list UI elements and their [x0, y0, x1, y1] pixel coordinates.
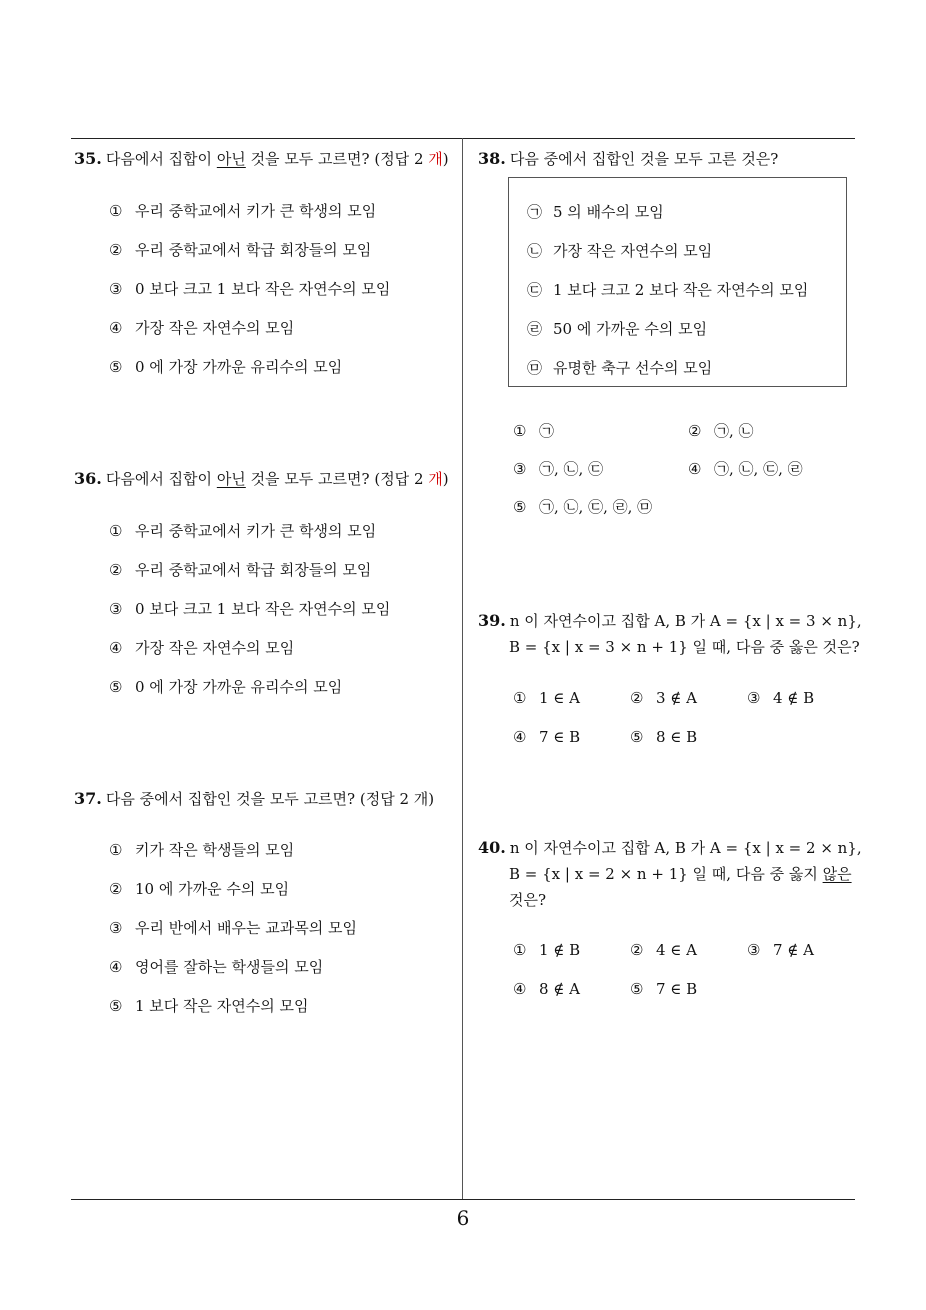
- option-1[interactable]: ① 우리 중학교에서 키가 큰 학생의 모임: [109, 522, 377, 540]
- top-rule: [71, 138, 855, 139]
- question-35-options: [109, 200, 390, 395]
- question-39-stem: 39. n 이 자연수이고 집합 A, B 가 A = {x | x = 3 × n},: [478, 611, 862, 630]
- option-3[interactable]: ③ 우리 반에서 배우는 교과목의 모임: [109, 919, 357, 937]
- option-4[interactable]: ④ 7 ∈ B: [513, 728, 581, 746]
- option-1[interactable]: ① 키가 작은 학생들의 모임: [109, 841, 295, 859]
- option-3[interactable]: ③ 0 보다 크고 1 보다 작은 자연수의 모임: [109, 280, 391, 298]
- question-39-stem-line2: B = {x | x = 3 × n + 1} 일 때, 다음 중 옳은 것은?: [509, 638, 860, 656]
- box-item: ㉣ 50 에 가까운 수의 모임: [527, 320, 708, 338]
- question-number: 35.: [74, 149, 102, 168]
- option-3[interactable]: ③ 4 ∉ B: [747, 689, 815, 707]
- option-3[interactable]: ③ 0 보다 크고 1 보다 작은 자연수의 모임: [109, 600, 391, 618]
- emphasis-underline: 않은: [822, 865, 852, 883]
- question-40-stem-line3: 것은?: [509, 891, 547, 909]
- question-number: 37.: [74, 789, 102, 808]
- question-38-item-box: [508, 177, 847, 387]
- question-38-stem: 38. 다음 중에서 집합인 것을 모두 고른 것은?: [478, 149, 779, 168]
- option-1[interactable]: ① 우리 중학교에서 키가 큰 학생의 모임: [109, 202, 377, 220]
- option-5[interactable]: ⑤ 0 에 가장 가까운 유리수의 모임: [109, 358, 343, 376]
- emphasis-underline: 아닌: [216, 150, 246, 168]
- option-4[interactable]: ④ 영어를 잘하는 학생들의 모임: [109, 958, 324, 976]
- option-5[interactable]: ⑤ 8 ∈ B: [630, 728, 698, 746]
- option-1[interactable]: ① ㉠: [513, 422, 555, 440]
- box-item: ㉢ 1 보다 크고 2 보다 작은 자연수의 모임: [527, 281, 809, 299]
- page-number: 6: [456, 1206, 470, 1230]
- question-37-stem: 37. 다음 중에서 집합인 것을 모두 고르면? (정답 2 개): [74, 789, 435, 808]
- question-40-stem-line2: B = {x | x = 2 × n + 1} 일 때, 다음 중 옳지 않은: [509, 865, 852, 883]
- option-4[interactable]: ④ 8 ∉ A: [513, 980, 581, 998]
- answer-count-highlight: 개: [428, 470, 443, 488]
- option-2[interactable]: ② 우리 중학교에서 학급 회장들의 모임: [109, 241, 372, 259]
- question-36-options: [109, 520, 390, 715]
- box-item: ㉠ 5 의 배수의 모임: [527, 203, 664, 221]
- box-item: ㉤ 유명한 축구 선수의 모임: [527, 359, 713, 377]
- emphasis-underline: 아닌: [216, 470, 246, 488]
- question-number: 38.: [478, 149, 506, 168]
- question-number: 39.: [478, 611, 506, 630]
- option-3[interactable]: ③ 7 ∉ A: [747, 941, 815, 959]
- option-2[interactable]: ② 3 ∉ A: [630, 689, 698, 707]
- option-5[interactable]: ⑤ 0 에 가장 가까운 유리수의 모임: [109, 678, 343, 696]
- column-divider: [462, 138, 463, 1199]
- question-37-options: [109, 839, 357, 1034]
- option-1[interactable]: ① 1 ∈ A: [513, 689, 581, 707]
- question-35-stem: 35. 다음에서 집합이 아닌 것을 모두 고르면? (정답 2 개): [74, 149, 449, 168]
- option-4[interactable]: ④ 가장 작은 자연수의 모임: [109, 639, 295, 657]
- option-2[interactable]: ② ㉠, ㉡: [688, 422, 754, 440]
- option-5[interactable]: ⑤ 7 ∈ B: [630, 980, 698, 998]
- answer-count-highlight: 개: [428, 150, 443, 168]
- option-2[interactable]: ② 4 ∈ A: [630, 941, 698, 959]
- option-5[interactable]: ⑤ 1 보다 작은 자연수의 모임: [109, 997, 309, 1015]
- option-3[interactable]: ③ ㉠, ㉡, ㉢: [513, 460, 604, 478]
- question-number: 40.: [478, 838, 506, 857]
- option-2[interactable]: ② 10 에 가까운 수의 모임: [109, 880, 290, 898]
- box-item: ㉡ 가장 작은 자연수의 모임: [527, 242, 713, 260]
- question-36-stem: 36. 다음에서 집합이 아닌 것을 모두 고르면? (정답 2 개): [74, 469, 449, 488]
- option-5[interactable]: ⑤ ㉠, ㉡, ㉢, ㉣, ㉤: [513, 498, 653, 516]
- option-4[interactable]: ④ 가장 작은 자연수의 모임: [109, 319, 295, 337]
- question-number: 36.: [74, 469, 102, 488]
- option-1[interactable]: ① 1 ∉ B: [513, 941, 581, 959]
- option-2[interactable]: ② 우리 중학교에서 학급 회장들의 모임: [109, 561, 372, 579]
- option-4[interactable]: ④ ㉠, ㉡, ㉢, ㉣: [688, 460, 803, 478]
- question-40-stem: 40. n 이 자연수이고 집합 A, B 가 A = {x | x = 2 × n},: [478, 838, 862, 857]
- bottom-rule: [71, 1199, 855, 1200]
